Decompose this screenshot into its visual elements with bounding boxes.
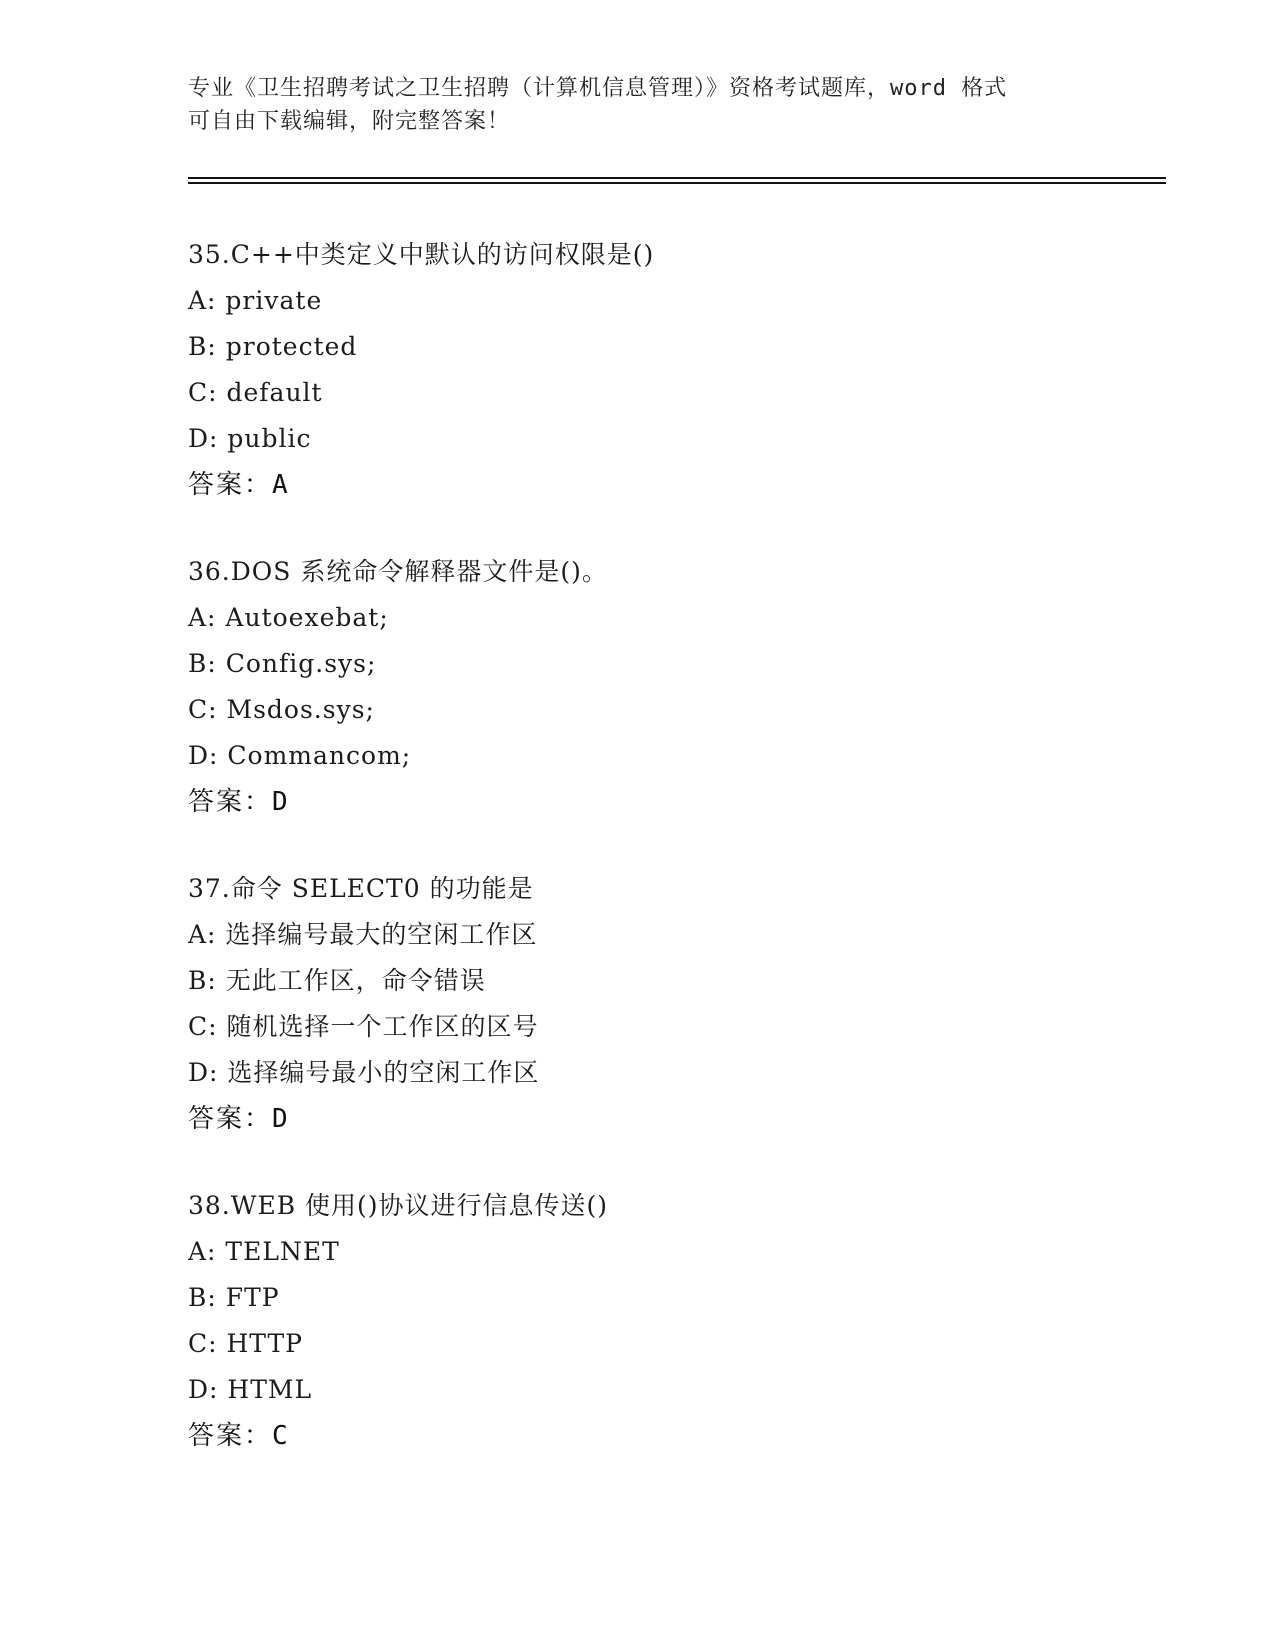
answer-label: 答案：	[188, 470, 273, 500]
option-b: B: 无此工作区，命令错误	[188, 966, 486, 995]
document-header	[188, 72, 1088, 138]
answer-line	[188, 1413, 1088, 1459]
option-a: A: TELNET	[188, 1237, 340, 1266]
option-c: C: HTTP	[188, 1329, 303, 1358]
answer-line	[188, 779, 1088, 825]
answer-label: 答案：	[188, 787, 273, 817]
option-d: D: HTML	[188, 1375, 313, 1404]
question-35	[188, 232, 1088, 508]
answer-line	[188, 462, 1088, 508]
header-divider-top	[188, 177, 1166, 179]
header-divider-bottom	[188, 182, 1166, 184]
answer-value: A	[272, 470, 288, 500]
option-c: C: 随机选择一个工作区的区号	[188, 1012, 539, 1041]
option-d: D: Commancom;	[188, 741, 412, 770]
answer-value: C	[272, 1421, 288, 1451]
answer-line	[188, 1096, 1088, 1142]
question-36	[188, 549, 1088, 825]
header-line-1: 专业《卫生招聘考试之卫生招聘（计算机信息管理）》资格考试题库，word 格式	[188, 76, 1008, 101]
header-line-2: 可自由下载编辑，附完整答案！	[188, 109, 511, 134]
question-title: 36.DOS 系统命令解释器文件是()。	[188, 557, 608, 586]
answer-label: 答案：	[188, 1104, 273, 1134]
option-b: B: FTP	[188, 1283, 280, 1312]
option-d: D: public	[188, 424, 312, 453]
answer-value: D	[272, 1104, 288, 1134]
question-title: 35.C++中类定义中默认的访问权限是()	[188, 240, 655, 269]
answer-value: D	[272, 787, 288, 817]
option-c: C: Msdos.sys;	[188, 695, 375, 724]
question-38	[188, 1183, 1088, 1459]
option-c: C: default	[188, 378, 323, 407]
option-a: A: private	[188, 286, 323, 315]
question-title: 37.命令 SELECT0 的功能是	[188, 874, 534, 903]
option-a: A: Autoexebat;	[188, 603, 389, 632]
option-b: B: protected	[188, 332, 358, 361]
question-title: 38.WEB 使用()协议进行信息传送()	[188, 1191, 609, 1220]
question-37	[188, 866, 1088, 1142]
option-d: D: 选择编号最小的空闲工作区	[188, 1058, 540, 1087]
option-b: B: Config.sys;	[188, 649, 377, 678]
option-a: A: 选择编号最大的空闲工作区	[188, 920, 538, 949]
answer-label: 答案：	[188, 1421, 273, 1451]
